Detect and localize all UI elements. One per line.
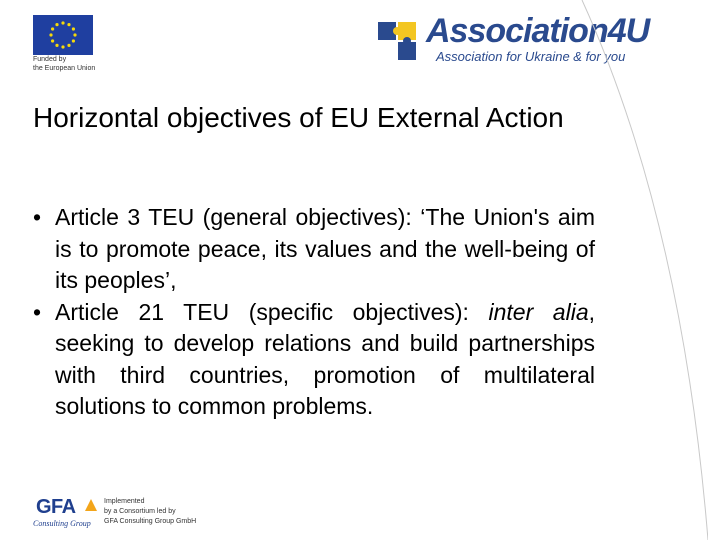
association-name: Association4U (426, 12, 650, 50)
gfa-logo-text: GFA (36, 496, 76, 518)
implemented-line: Implemented (104, 498, 145, 505)
implemented-line: GFA Consulting Group GmbH (104, 518, 197, 525)
bullet-item (33, 202, 595, 297)
bullet-list (33, 202, 595, 423)
eu-caption-line: the European Union (33, 65, 96, 72)
bullet-text-prefix: Article 21 TEU (specific objectives): (55, 298, 489, 325)
eu-funding-caption (33, 55, 123, 73)
bullet-dot: • (33, 298, 42, 325)
eu-flag-logo (33, 15, 93, 55)
association-tagline: Association for Ukraine & for you (436, 49, 626, 64)
bullet-text-italic: inter alia (488, 298, 589, 325)
bullet-dot: • (33, 204, 42, 230)
bullet-item (33, 297, 595, 423)
association4u-logo (376, 14, 696, 70)
puzzle-icon (376, 16, 424, 64)
bullet-text: Article 3 TEU (general objectives): ‘The Union's aim is to promote peace, its values and the well-being of its peoples’, (55, 204, 595, 293)
implemented-by-caption (104, 497, 196, 527)
slide-title: Horizontal objectives of EU External Action (33, 102, 564, 133)
gfa-triangle-icon (84, 498, 98, 512)
eu-caption-line: Funded by (33, 56, 67, 63)
bullet-text-suffix: , seeking to develop relations and build partnerships with third countries, promotion of multilateral solutions to common problems. (55, 298, 596, 419)
implemented-line: by a Consortium led by (104, 508, 176, 515)
gfa-logo-subtitle: Consulting Group (33, 519, 91, 528)
eu-stars-icon (33, 15, 93, 55)
